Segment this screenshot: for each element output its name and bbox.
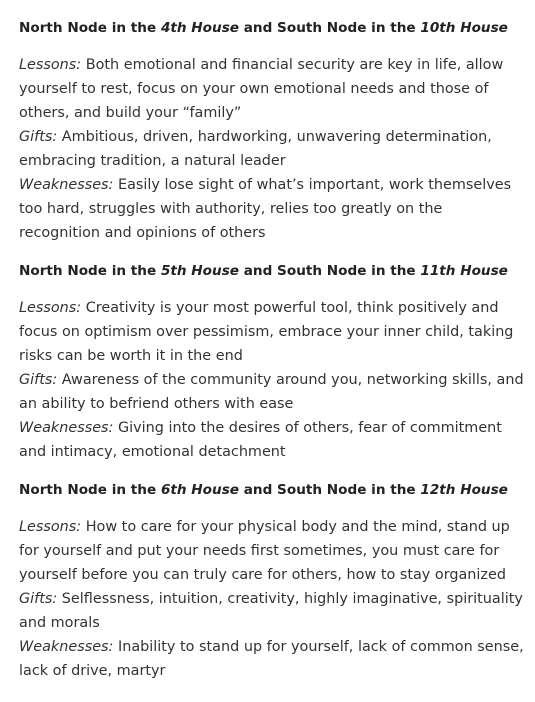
section-6th-house (19, 478, 524, 683)
document (19, 16, 524, 697)
lessons-label: Lessons: (19, 300, 82, 316)
lessons-text: Both emotional and financial security are key in life, allow yourself to rest, focus on your own emotional needs and those of others, and build your “family” (19, 57, 504, 121)
heading-middle: and South Node in the (239, 263, 421, 279)
lessons-entry (19, 515, 524, 587)
heading-middle: and South Node in the (239, 482, 421, 498)
lessons-entry (19, 296, 524, 368)
heading-prefix: North Node in the (19, 263, 161, 279)
heading-prefix: North Node in the (19, 482, 161, 498)
gifts-text: Selflessness, intuition, creativity, highly imaginative, spirituality and morals (19, 591, 523, 631)
weaknesses-text: Easily lose sight of what’s important, work themselves too hard, struggles with authority, relies too greatly on the recognition and opinions of others (19, 177, 512, 241)
weaknesses-text: Giving into the desires of others, fear of commitment and intimacy, emotional detachment (19, 420, 502, 460)
lessons-entry (19, 53, 524, 125)
gifts-text: Ambitious, driven, hardworking, unwavering determination, embracing tradition, a natural leader (19, 129, 492, 169)
weaknesses-entry (19, 416, 524, 464)
gifts-label: Gifts: (19, 129, 58, 145)
lessons-label: Lessons: (19, 519, 82, 535)
heading-middle: and South Node in the (239, 20, 421, 36)
section-4th-house (19, 16, 524, 245)
section-body (19, 515, 524, 683)
lessons-text: How to care for your physical body and the mind, stand up for yourself and put your needs first sometimes, you must care for yourself before you can truly care for others, how to stay organized (19, 519, 510, 583)
heading-south-house: 11th House (420, 263, 508, 279)
heading-south-house: 12th House (420, 482, 508, 498)
gifts-entry (19, 587, 524, 635)
heading-north-house: 4th House (160, 20, 240, 36)
weaknesses-label: Weaknesses: (19, 177, 114, 193)
gifts-entry (19, 125, 524, 173)
section-body (19, 53, 524, 245)
section-heading (19, 259, 524, 283)
section-heading (19, 16, 524, 40)
heading-prefix: North Node in the (19, 20, 161, 36)
heading-south-house: 10th House (420, 20, 508, 36)
heading-north-house: 5th House (160, 263, 240, 279)
weaknesses-entry (19, 635, 524, 683)
section-heading (19, 478, 524, 502)
weaknesses-label: Weaknesses: (19, 420, 114, 436)
gifts-label: Gifts: (19, 372, 58, 388)
heading-north-house: 6th House (160, 482, 240, 498)
weaknesses-entry (19, 173, 524, 245)
weaknesses-label: Weaknesses: (19, 639, 114, 655)
weaknesses-text: Inability to stand up for yourself, lack of common sense, lack of drive, martyr (19, 639, 524, 679)
section-body (19, 296, 524, 464)
gifts-label: Gifts: (19, 591, 58, 607)
gifts-text: Awareness of the community around you, networking skills, and an ability to befriend others with ease (19, 372, 524, 412)
gifts-entry (19, 368, 524, 416)
lessons-text: Creativity is your most powerful tool, think positively and focus on optimism over pessimism, embrace your inner child, taking risks can be worth it in the end (19, 300, 514, 364)
section-5th-house (19, 259, 524, 464)
lessons-label: Lessons: (19, 57, 82, 73)
